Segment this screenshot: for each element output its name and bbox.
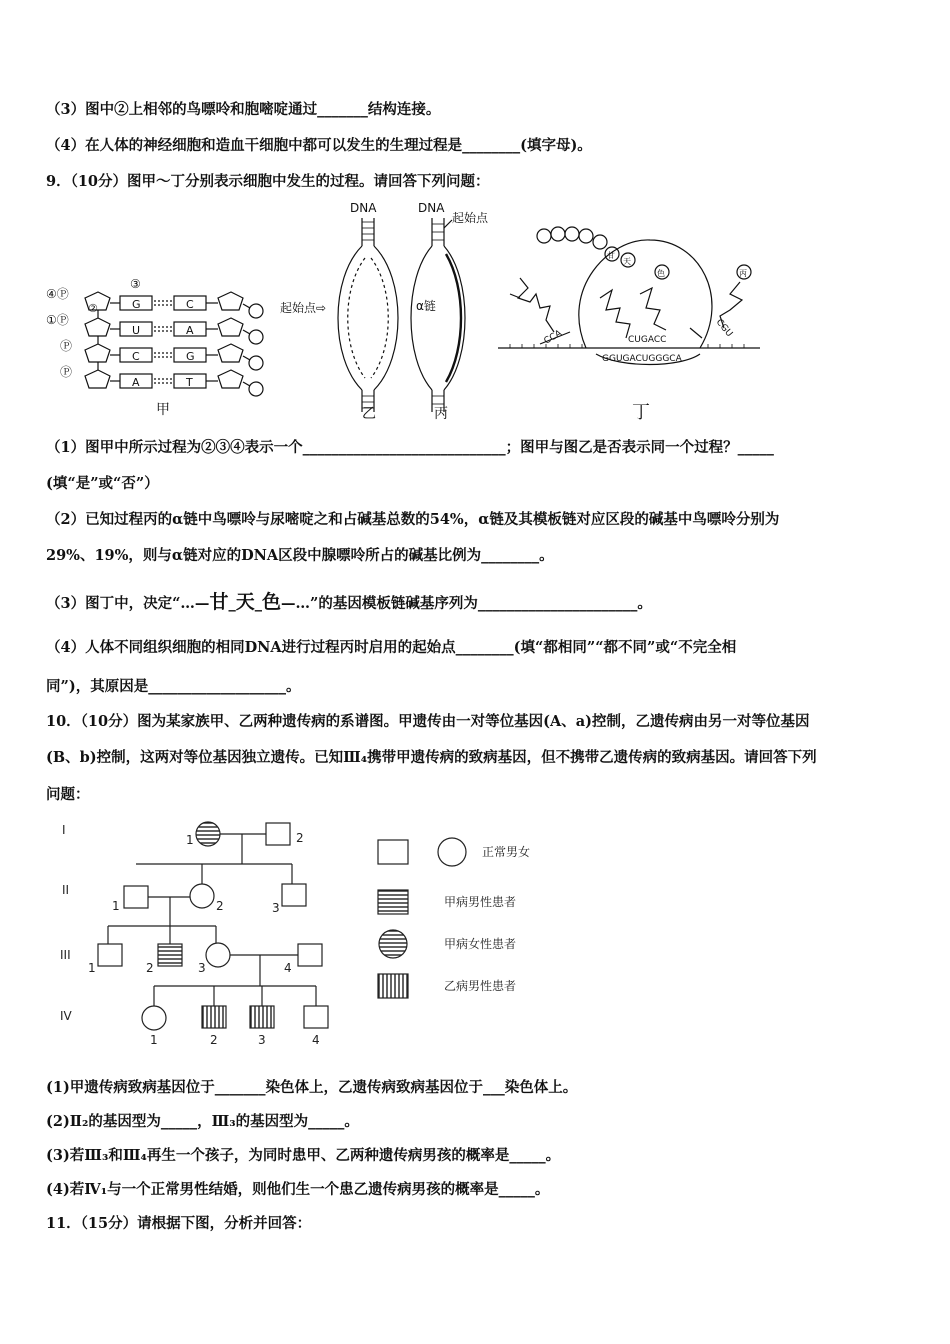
figure-jia: [46, 277, 263, 418]
pedigree-III-2: [158, 944, 182, 966]
mrna-sequence: GGUGACUGGGCA: [602, 354, 682, 364]
num-III-3: 3: [198, 961, 206, 975]
bing-alpha-chain: α链: [416, 299, 436, 313]
q10-stem-line2: (B、b)控制，这两对等位基因独立遗传。已知Ⅲ₄携带甲遗传病的致病基因，但不携带乙遗传病的致病基因。请回答下列: [46, 749, 817, 766]
q9-part4-line1: （4）人体不同组织细胞的相同DNA进行过程丙时启用的起始点________(填“都相同”“都不同”或“不完全相: [46, 639, 737, 656]
pedigree-I-2: [266, 823, 290, 845]
q9-part3-word-0: 甘: [209, 591, 229, 613]
q9-part2-line1: （2）已知过程丙的α链中鸟嘌呤与尿嘧啶之和占碱基总数的54%，α链及其模板链对应区段的碱基中鸟嘌呤分别为: [46, 511, 780, 528]
q9-part2-line2: 29%、19%，则与α链对应的DNA区段中腺嘌呤所占的碱基比例为________。: [46, 547, 554, 564]
pedigree-IV-4: [304, 1006, 328, 1028]
jia-right-base-0: C: [186, 298, 194, 311]
gen-label-II: II: [62, 883, 70, 897]
q9-part1-line1: （1）图甲中所示过程为②③④表示一个____________________________；图甲与图乙是否表示同一个过程？_____: [46, 439, 774, 456]
legend-normal: 正常男女: [482, 845, 531, 859]
amino-1: 天: [623, 257, 631, 266]
jia-marker-1: ①Ⓟ: [46, 313, 69, 327]
jia-right-base-2: G: [186, 350, 195, 363]
yi-start-point: 起始点⇨: [280, 301, 327, 315]
pedigree-III-3: [206, 943, 230, 967]
pedigree-IV-2: [202, 1006, 226, 1028]
amino-3: 丙: [739, 269, 747, 278]
trna-cca: CCA: [542, 328, 564, 347]
q10-part1: (1)甲遗传病致病基因位于_______染色体上，乙遗传病致病基因位于___染色体上。: [46, 1079, 578, 1096]
jia-left-base-2: C: [132, 350, 140, 363]
num-IV-3: 3: [258, 1033, 266, 1047]
figure-yi: [280, 201, 398, 422]
jia-left-base-0: G: [132, 298, 141, 311]
num-III-2: 2: [146, 961, 154, 975]
legend-jia-male-label: 甲病男性患者: [444, 895, 517, 909]
num-I-2: 2: [296, 831, 304, 845]
num-III-1: 1: [88, 961, 96, 975]
amino-0: 甘: [607, 251, 615, 260]
pedigree-III-1: [98, 944, 122, 966]
q9-part1-line2: (填“是”或“否”）: [46, 475, 159, 492]
ding-caption: 丁: [632, 402, 650, 423]
figure-bing: [411, 201, 489, 422]
num-IV-1: 1: [150, 1033, 158, 1047]
q8-part4: （4）在人体的神经细胞和造血干细胞中都可以发生的生理过程是________(填字母)。: [46, 137, 592, 154]
jia-left-base-1: U: [132, 324, 141, 337]
q9-part3-word-1: 天: [235, 591, 255, 613]
q10-stem-line1: 10．（10分）图为某家族甲、乙两种遗传病的系谱图。甲遗传由一对等位基因(A、a)控制，乙遗传病由另一对等位基因: [46, 713, 810, 730]
pedigree-II-2: [190, 884, 214, 908]
bing-caption: 丙: [434, 406, 448, 422]
num-II-2: 2: [216, 899, 224, 913]
q9-part3-word-2: 色: [261, 591, 281, 613]
jia-right-base-1: A: [186, 324, 194, 337]
anticodon: CUGACC: [628, 335, 667, 345]
q8-part3: （3）图中②上相邻的鸟嘌呤和胞嘧啶通过_______结构连接。: [46, 101, 441, 118]
q10-part2: (2)Ⅱ₂的基因型为_____，Ⅲ₃的基因型为_____。: [46, 1113, 359, 1130]
figure-ding: [498, 227, 760, 423]
legend-normal-male: [378, 840, 408, 864]
jia-marker-0: ④Ⓟ: [46, 287, 69, 301]
num-IV-2: 2: [210, 1033, 218, 1047]
num-I-1: 1: [186, 833, 194, 847]
bing-dna-label: DNA: [418, 201, 445, 215]
amino-2: 色: [657, 269, 665, 278]
num-II-1: 1: [112, 899, 120, 913]
q9-part3-prefix: （3）图丁中，决定“…—: [46, 595, 210, 612]
num-IV-4: 4: [312, 1033, 320, 1047]
jia-circled-3: ③: [130, 277, 141, 291]
q11-stem: 11．（15分）请根据下图，分析并回答：: [46, 1215, 312, 1232]
jia-right-base-3: T: [186, 376, 193, 389]
pedigree-II-3: [282, 884, 306, 906]
gen-label-III: III: [60, 948, 71, 962]
pedigree-I-1: [196, 822, 220, 846]
q9-part3: （3）图丁中，决定“…—甘_天_色—…”的基因模板链碱基序列为______________________。: [46, 591, 652, 613]
q10-part4: (4)若Ⅳ₁与一个正常男性结婚，则他们生一个患乙遗传病男孩的概率是_____。: [46, 1181, 550, 1198]
yi-dna-label: DNA: [350, 201, 377, 215]
yi-caption: 乙: [362, 406, 376, 422]
q9-part4-line2: 同”)，其原因是___________________。: [46, 678, 301, 695]
gen-label-I: I: [62, 823, 66, 837]
pedigree-IV-3: [250, 1006, 274, 1028]
legend-jia-male: [378, 890, 408, 914]
num-III-4: 4: [284, 961, 292, 975]
legend-normal-female: [438, 838, 466, 866]
jia-marker-2: Ⓟ: [60, 339, 73, 353]
pedigree-II-1: [124, 886, 148, 908]
legend-jia-female: [379, 930, 407, 958]
q10-stem-line3: 问题：: [46, 786, 90, 803]
legend-yi-male: [378, 974, 408, 998]
legend-jia-female-label: 甲病女性患者: [444, 937, 517, 951]
pedigree-IV-1: [142, 1006, 166, 1030]
pedigree-III-4: [298, 944, 322, 966]
q9-part3-suffix: —…”的基因模板链碱基序列为______________________。: [280, 595, 652, 612]
jia-circled-2: ②: [88, 302, 98, 315]
jia-marker-3: Ⓟ: [60, 365, 73, 379]
num-II-3: 3: [272, 901, 280, 915]
legend-yi-male-label: 乙病男性患者: [444, 979, 517, 993]
jia-caption: 甲: [156, 402, 170, 418]
bing-start-point: 起始点: [452, 211, 489, 225]
q9-figure: [40, 198, 747, 424]
jia-left-base-3: A: [132, 376, 140, 389]
q10-part3: (3)若Ⅲ₃和Ⅲ₄再生一个孩子，为同时患甲、乙两种遗传病男孩的概率是_____。: [46, 1147, 561, 1164]
trna-cgu: CGU: [713, 317, 735, 340]
q9-stem: 9．（10分）图甲～丁分别表示细胞中发生的过程。请回答下列问题：: [46, 173, 490, 190]
pedigree-figure: [46, 814, 556, 1058]
gen-label-IV: IV: [60, 1009, 72, 1023]
